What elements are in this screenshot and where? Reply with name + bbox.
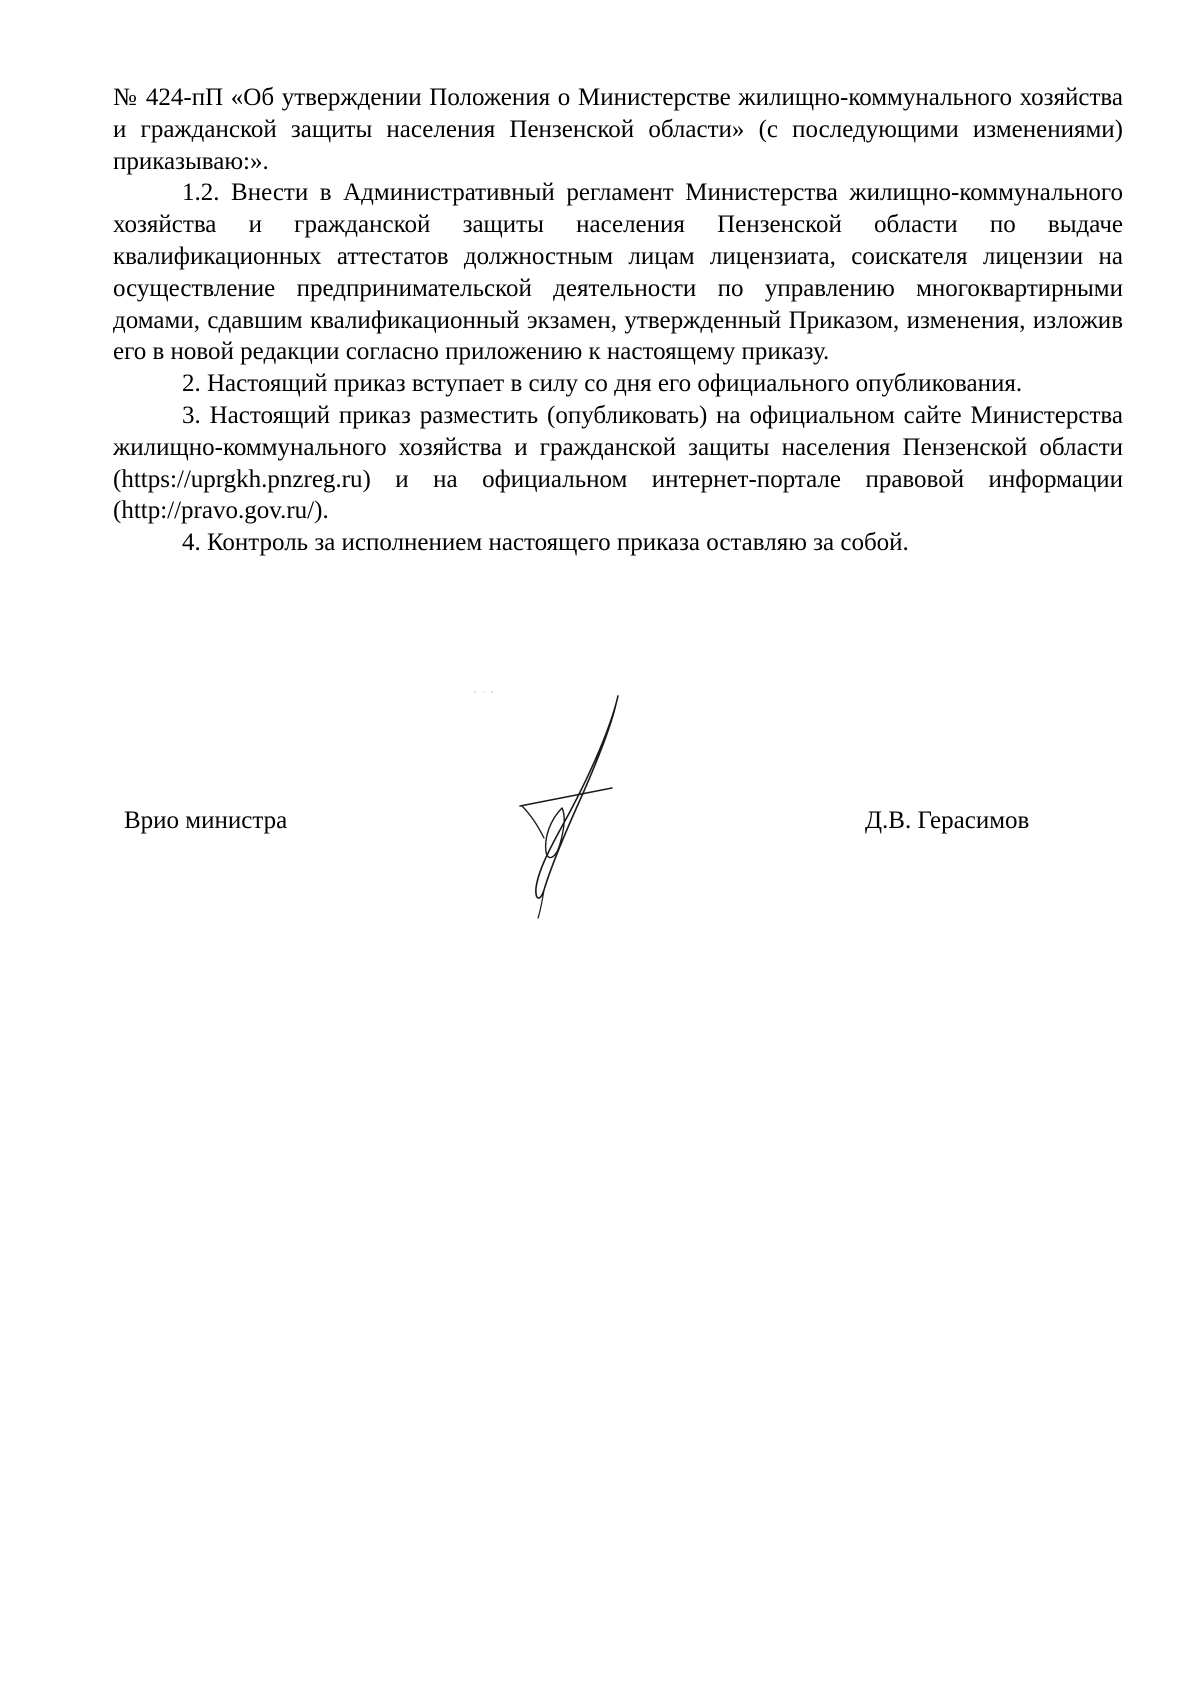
paragraph-4: 4. Контроль за исполнением настоящего приказа оставляю за собой. <box>182 529 909 557</box>
scan-speck <box>472 690 496 694</box>
signatory-position: Врио министра <box>124 807 288 834</box>
paragraph-continuation: № 424-пП «Об утверждении Положения о Министерстве жилищно-коммунального хозяйства и гражданской защиты населения Пензенской области» (с последующими изменениями) приказываю:». <box>113 84 1123 175</box>
paragraph-1-2: 1.2. Внести в Административный регламент Министерства жилищно-коммунального хозяйства и гражданской защиты населения Пензенской области по выдаче квалификационных аттестатов должностным лицам лицензиата, соискателя лицензии на осуществление предпринимательской деятельности по управлению многоквартирными домами, сдавшим квалификационный экзамен, утвержденный Приказом, изменения, изложив его в новой редакции согласно приложению к настоящему приказу. <box>113 179 1123 366</box>
paragraph-2: 2. Настоящий приказ вступает в силу со дня его официального опубликования. <box>182 370 1023 398</box>
handwritten-signature-icon <box>500 690 640 920</box>
document-body <box>113 82 1123 559</box>
signatory-name: Д.В. Герасимов <box>865 807 1030 834</box>
paragraph-3: 3. Настоящий приказ разместить (опубликовать) на официальном сайте Министерства жилищно-коммунального хозяйства и гражданской защиты населения Пензенской области (https://uprgkh.pnzreg.ru) и на официальном интернет-портале правовой информации (http://pravo.gov.ru/). <box>113 401 1123 525</box>
